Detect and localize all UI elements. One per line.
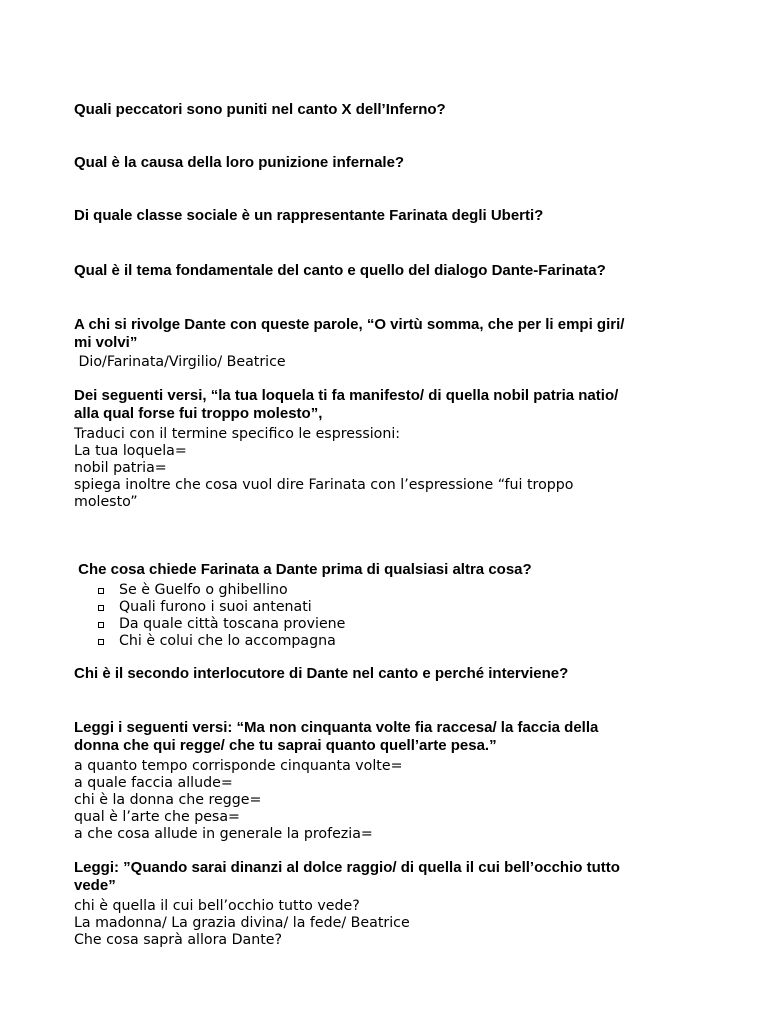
question-6-line-1: Dei seguenti versi, “la tua loquela ti fa manifesto/ di quella nobil patria natio/ <box>74 387 619 404</box>
question-6 <box>74 387 714 423</box>
body-line: La tua loquela= <box>74 443 187 459</box>
question-6-line-2: alla qual forse fui troppo molesto”, <box>74 405 323 422</box>
body-line: nobil patria= <box>74 460 167 476</box>
option-label: Se è Guelfo o ghibellino <box>119 582 288 598</box>
question-5 <box>74 316 714 352</box>
body-line: a quanto tempo corrisponde cinquanta volte= <box>74 758 403 774</box>
answer-options-line: Dio/Farinata/Virgilio/ Beatrice <box>74 354 286 370</box>
question-8: Chi è il secondo interlocutore di Dante nel canto e perché interviene? <box>74 665 569 682</box>
question-5-answers <box>74 354 714 371</box>
question-10-line-2: vede” <box>74 877 116 894</box>
body-line: a che cosa allude in generale la profezia= <box>74 826 373 842</box>
question-10-body <box>74 898 714 949</box>
list-item <box>96 616 345 633</box>
question-4: Qual è il tema fondamentale del canto e quello del dialogo Dante-Farinata? <box>74 262 606 279</box>
option-label: Da quale città toscana proviene <box>119 616 346 632</box>
question-9 <box>74 719 714 755</box>
body-line: Che cosa saprà allora Dante? <box>74 932 283 948</box>
body-line: chi è la donna che regge= <box>74 792 262 808</box>
option-label: Chi è colui che lo accompagna <box>119 633 336 649</box>
list-item <box>96 599 345 616</box>
question-6-body <box>74 426 714 511</box>
body-line: a quale faccia allude= <box>74 775 233 791</box>
question-9-line-1: Leggi i seguenti versi: “Ma non cinquanta volte fia raccesa/ la faccia della <box>74 719 599 736</box>
square-bullet-icon <box>98 639 104 645</box>
square-bullet-icon <box>98 622 104 628</box>
body-line: molesto” <box>74 494 138 510</box>
question-10 <box>74 859 714 895</box>
question-10-line-1: Leggi: ”Quando sarai dinanzi al dolce raggio/ di quella il cui bell’occhio tutto <box>74 859 620 876</box>
square-bullet-icon <box>98 605 104 611</box>
question-1: Quali peccatori sono puniti nel canto X dell’Inferno? <box>74 101 446 118</box>
question-5-line-2: mi volvi” <box>74 334 138 351</box>
question-9-body <box>74 758 714 843</box>
question-7-options <box>96 582 345 650</box>
body-line: spiega inoltre che cosa vuol dire Farinata con l’espressione “fui troppo <box>74 477 574 493</box>
question-9-line-2: donna che qui regge/ che tu saprai quanto quell’arte pesa.” <box>74 737 497 754</box>
question-2: Qual è la causa della loro punizione infernale? <box>74 154 405 171</box>
body-line: qual è l’arte che pesa= <box>74 809 240 825</box>
option-label: Quali furono i suoi antenati <box>119 599 312 615</box>
body-line: Traduci con il termine specifico le espressioni: <box>74 426 401 442</box>
question-7: Che cosa chiede Farinata a Dante prima di qualsiasi altra cosa? <box>74 561 532 578</box>
square-bullet-icon <box>98 588 104 594</box>
question-3: Di quale classe sociale è un rappresentante Farinata degli Uberti? <box>74 207 544 224</box>
list-item <box>96 633 345 650</box>
question-5-line-1: A chi si rivolge Dante con queste parole, “O virtù somma, che per li empi giri/ <box>74 316 625 333</box>
body-line: La madonna/ La grazia divina/ la fede/ Beatrice <box>74 915 410 931</box>
list-item <box>96 582 345 599</box>
body-line: chi è quella il cui bell’occhio tutto vede? <box>74 898 360 914</box>
